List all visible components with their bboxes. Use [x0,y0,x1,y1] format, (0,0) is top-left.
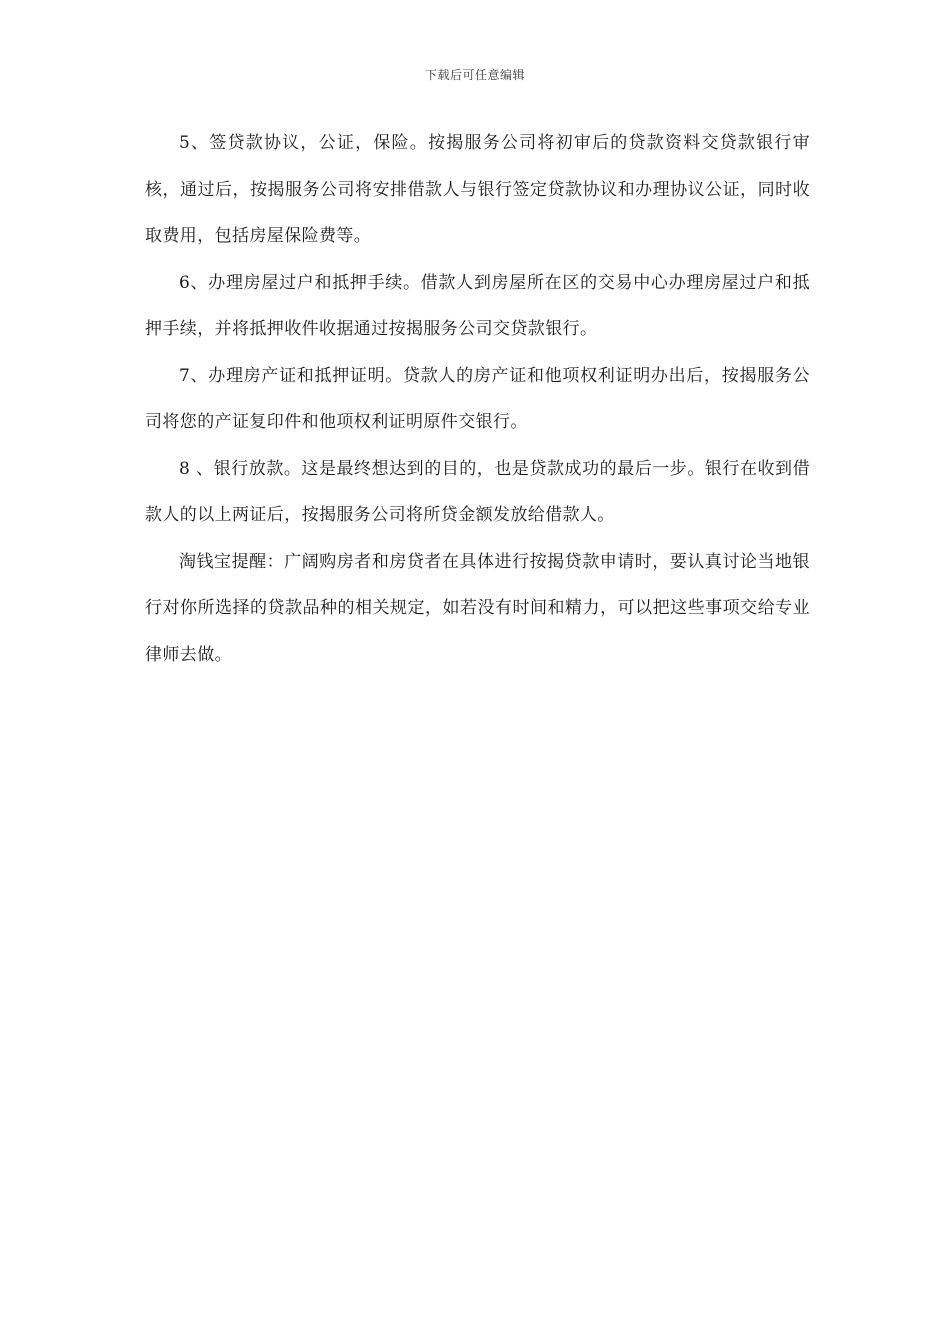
header-note: 下载后可任意编辑 [424,68,525,82]
paragraph-step-6: 6、办理房屋过户和抵押手续。借款人到房屋所在区的交易中心办理房屋过户和抵押手续，并将抵押收件收据通过按揭服务公司交贷款银行。 [145,272,810,339]
paragraph-reminder: 淘钱宝提醒：广阔购房者和房贷者在具体进行按揭贷款申请时，要认真讨论当地银行对你所选择的贷款品种的相关规定，如若没有时间和精力，可以把这些事项交给专业律师去做。 [145,551,810,665]
paragraph-step-7: 7、办理房产证和抵押证明。贷款人的房产证和他项权利证明办出后，按揭服务公司将您的产证复印件和他项权利证明原件交银行。 [145,365,810,432]
document-body [145,120,810,678]
paragraph-step-5: 5、签贷款协议，公证，保险。按揭服务公司将初审后的贷款资料交贷款银行审核，通过后，按揭服务公司将安排借款人与银行签定贷款协议和办理协议公证，同时收取费用，包括房屋保险费等。 [145,133,810,246]
paragraph-step-8: 8 、银行放款。这是最终想达到的目的，也是贷款成功的最后一步。银行在收到借款人的以上两证后，按揭服务公司将所贷金额发放给借款人。 [145,458,810,525]
